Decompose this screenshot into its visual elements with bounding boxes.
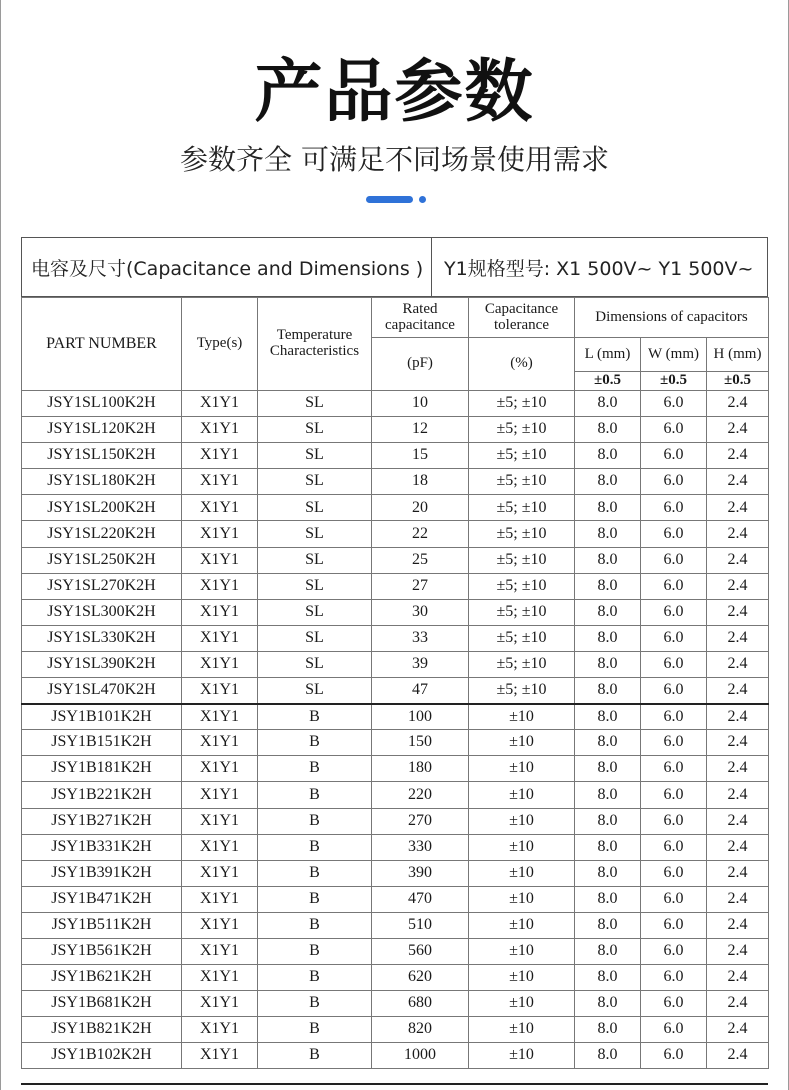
length-cell: 8.0: [575, 417, 641, 443]
part-number-cell: JSY1SL390K2H: [22, 651, 182, 677]
temperature-cell: SL: [258, 547, 372, 573]
length-cell: 8.0: [575, 834, 641, 860]
width-cell: 6.0: [641, 782, 707, 808]
type-cell: X1Y1: [182, 834, 258, 860]
table-row: [22, 965, 769, 991]
length-cell: 8.0: [575, 625, 641, 651]
width-cell: 6.0: [641, 651, 707, 677]
width-cell: 6.0: [641, 1017, 707, 1043]
tolerance-cell: ±5; ±10: [469, 678, 575, 704]
header-part-number: PART NUMBER: [22, 298, 182, 391]
height-cell: 2.4: [707, 521, 769, 547]
temperature-cell: SL: [258, 625, 372, 651]
height-cell: 2.4: [707, 1017, 769, 1043]
height-cell: 2.4: [707, 756, 769, 782]
height-cell: 2.4: [707, 834, 769, 860]
height-cell: 2.4: [707, 704, 769, 730]
capacitance-cell: 100: [372, 704, 469, 730]
tolerance-cell: ±10: [469, 1043, 575, 1069]
type-cell: X1Y1: [182, 495, 258, 521]
width-cell: 6.0: [641, 860, 707, 886]
length-cell: 8.0: [575, 521, 641, 547]
type-cell: X1Y1: [182, 704, 258, 730]
temperature-cell: B: [258, 938, 372, 964]
temperature-cell: B: [258, 912, 372, 938]
tolerance-cell: ±5; ±10: [469, 573, 575, 599]
tolerance-cell: ±10: [469, 938, 575, 964]
type-cell: X1Y1: [182, 860, 258, 886]
type-cell: X1Y1: [182, 547, 258, 573]
height-cell: 2.4: [707, 417, 769, 443]
tolerance-cell: ±10: [469, 730, 575, 756]
part-number-cell: JSY1SL300K2H: [22, 599, 182, 625]
model-spec-heading: Y1规格型号: X1 500V~ Y1 500V~: [444, 257, 754, 280]
temperature-cell: SL: [258, 417, 372, 443]
width-cell: 6.0: [641, 730, 707, 756]
temperature-cell: SL: [258, 495, 372, 521]
type-cell: X1Y1: [182, 938, 258, 964]
table-row: [22, 991, 769, 1017]
header-dimensions: Dimensions of capacitors: [575, 298, 769, 338]
part-number-cell: JSY1B681K2H: [22, 991, 182, 1017]
length-cell: 8.0: [575, 599, 641, 625]
capacitance-cell: 150: [372, 730, 469, 756]
capacitance-cell: 39: [372, 651, 469, 677]
capacitance-cell: 560: [372, 938, 469, 964]
table-row: [22, 756, 769, 782]
table-row: [22, 782, 769, 808]
table-row: [22, 443, 769, 469]
capacitance-cell: 10: [372, 391, 469, 417]
table-row: [22, 495, 769, 521]
capacitance-cell: 25: [372, 547, 469, 573]
length-cell: 8.0: [575, 965, 641, 991]
table-bottom-rule: [21, 1083, 768, 1085]
part-number-cell: JSY1B561K2H: [22, 938, 182, 964]
temperature-cell: B: [258, 756, 372, 782]
header-length: L (mm): [575, 338, 641, 372]
capacitance-cell: 15: [372, 443, 469, 469]
temperature-cell: B: [258, 730, 372, 756]
tolerance-cell: ±10: [469, 808, 575, 834]
page-subtitle: 参数齐全 可满足不同场景使用需求: [180, 143, 609, 176]
type-cell: X1Y1: [182, 625, 258, 651]
table-row: [22, 834, 769, 860]
width-cell: 6.0: [641, 521, 707, 547]
table-row: [22, 599, 769, 625]
width-cell: 6.0: [641, 1043, 707, 1069]
tolerance-cell: ±5; ±10: [469, 469, 575, 495]
height-cell: 2.4: [707, 965, 769, 991]
type-cell: X1Y1: [182, 1043, 258, 1069]
tolerance-cell: ±10: [469, 912, 575, 938]
part-number-cell: JSY1SL200K2H: [22, 495, 182, 521]
table-row: [22, 391, 769, 417]
table-row: [22, 417, 769, 443]
height-cell: 2.4: [707, 808, 769, 834]
temperature-cell: SL: [258, 573, 372, 599]
width-cell: 6.0: [641, 991, 707, 1017]
length-cell: 8.0: [575, 991, 641, 1017]
part-number-cell: JSY1SL120K2H: [22, 417, 182, 443]
length-cell: 8.0: [575, 912, 641, 938]
tolerance-cell: ±10: [469, 782, 575, 808]
height-cell: 2.4: [707, 547, 769, 573]
length-cell: 8.0: [575, 469, 641, 495]
decoration-bar: [366, 196, 413, 203]
part-number-cell: JSY1B821K2H: [22, 1017, 182, 1043]
capacitance-cell: 180: [372, 756, 469, 782]
table-row: [22, 651, 769, 677]
part-number-cell: JSY1B151K2H: [22, 730, 182, 756]
part-number-cell: JSY1B621K2H: [22, 965, 182, 991]
part-number-cell: JSY1SL470K2H: [22, 678, 182, 704]
width-cell: 6.0: [641, 443, 707, 469]
temperature-cell: SL: [258, 599, 372, 625]
height-cell: 2.4: [707, 782, 769, 808]
tolerance-cell: ±10: [469, 756, 575, 782]
capacitance-cell: 330: [372, 834, 469, 860]
width-cell: 6.0: [641, 808, 707, 834]
header-rated-unit: (pF): [372, 338, 469, 391]
type-cell: X1Y1: [182, 991, 258, 1017]
temperature-cell: SL: [258, 469, 372, 495]
width-cell: 6.0: [641, 625, 707, 651]
height-cell: 2.4: [707, 495, 769, 521]
width-cell: 6.0: [641, 704, 707, 730]
tolerance-cell: ±5; ±10: [469, 625, 575, 651]
width-cell: 6.0: [641, 391, 707, 417]
type-cell: X1Y1: [182, 808, 258, 834]
part-number-cell: JSY1B181K2H: [22, 756, 182, 782]
height-cell: 2.4: [707, 912, 769, 938]
length-cell: 8.0: [575, 704, 641, 730]
length-cell: 8.0: [575, 730, 641, 756]
tolerance-cell: ±5; ±10: [469, 417, 575, 443]
capacitance-cell: 33: [372, 625, 469, 651]
width-cell: 6.0: [641, 965, 707, 991]
height-cell: 2.4: [707, 391, 769, 417]
length-cell: 8.0: [575, 938, 641, 964]
header-capacitance-tolerance: Capacitance tolerance: [469, 298, 575, 338]
capacitance-cell: 30: [372, 599, 469, 625]
type-cell: X1Y1: [182, 573, 258, 599]
temperature-cell: B: [258, 1043, 372, 1069]
type-cell: X1Y1: [182, 651, 258, 677]
width-cell: 6.0: [641, 834, 707, 860]
capacitance-dimensions-heading: 电容及尺寸(Capacitance and Dimensions ): [22, 238, 432, 296]
tolerance-cell: ±5; ±10: [469, 391, 575, 417]
type-cell: X1Y1: [182, 886, 258, 912]
tolerance-cell: ±10: [469, 834, 575, 860]
temperature-cell: SL: [258, 651, 372, 677]
height-cell: 2.4: [707, 730, 769, 756]
temperature-cell: B: [258, 782, 372, 808]
header-rated-capacitance: Rated capacitance: [372, 298, 469, 338]
length-cell: 8.0: [575, 886, 641, 912]
part-number-cell: JSY1B221K2H: [22, 782, 182, 808]
type-cell: X1Y1: [182, 912, 258, 938]
header-height: H (mm): [707, 338, 769, 372]
type-cell: X1Y1: [182, 756, 258, 782]
part-number-cell: JSY1SL150K2H: [22, 443, 182, 469]
type-cell: X1Y1: [182, 417, 258, 443]
temperature-cell: SL: [258, 678, 372, 704]
header-tolerance-unit: (%): [469, 338, 575, 391]
capacitance-cell: 22: [372, 521, 469, 547]
part-number-cell: JSY1B511K2H: [22, 912, 182, 938]
height-cell: 2.4: [707, 860, 769, 886]
table-row: [22, 678, 769, 704]
capacitance-cell: 270: [372, 808, 469, 834]
spec-header-box: [21, 237, 768, 297]
part-number-cell: JSY1B471K2H: [22, 886, 182, 912]
spec-table: [21, 297, 769, 1069]
header-type: Type(s): [182, 298, 258, 391]
height-cell: 2.4: [707, 886, 769, 912]
width-cell: 6.0: [641, 469, 707, 495]
part-number-cell: JSY1B271K2H: [22, 808, 182, 834]
capacitance-cell: 12: [372, 417, 469, 443]
length-cell: 8.0: [575, 678, 641, 704]
table-row: [22, 1017, 769, 1043]
height-cell: 2.4: [707, 599, 769, 625]
length-cell: 8.0: [575, 443, 641, 469]
part-number-cell: JSY1SL220K2H: [22, 521, 182, 547]
temperature-cell: B: [258, 704, 372, 730]
part-number-cell: JSY1SL330K2H: [22, 625, 182, 651]
temperature-cell: B: [258, 965, 372, 991]
capacitance-cell: 27: [372, 573, 469, 599]
temperature-cell: B: [258, 808, 372, 834]
header-width-tolerance: ±0.5: [641, 372, 707, 391]
height-cell: 2.4: [707, 651, 769, 677]
length-cell: 8.0: [575, 391, 641, 417]
decoration-dot: [419, 196, 426, 203]
temperature-cell: SL: [258, 443, 372, 469]
page-title: 产品参数: [254, 53, 535, 132]
length-cell: 8.0: [575, 547, 641, 573]
height-cell: 2.4: [707, 1043, 769, 1069]
width-cell: 6.0: [641, 756, 707, 782]
table-row: [22, 1043, 769, 1069]
table-row: [22, 860, 769, 886]
capacitance-cell: 820: [372, 1017, 469, 1043]
type-cell: X1Y1: [182, 391, 258, 417]
type-cell: X1Y1: [182, 599, 258, 625]
width-cell: 6.0: [641, 938, 707, 964]
width-cell: 6.0: [641, 678, 707, 704]
length-cell: 8.0: [575, 651, 641, 677]
capacitance-cell: 680: [372, 991, 469, 1017]
capacitance-cell: 470: [372, 886, 469, 912]
part-number-cell: JSY1SL270K2H: [22, 573, 182, 599]
length-cell: 8.0: [575, 1017, 641, 1043]
length-cell: 8.0: [575, 808, 641, 834]
table-row: [22, 912, 769, 938]
type-cell: X1Y1: [182, 678, 258, 704]
height-cell: 2.4: [707, 469, 769, 495]
part-number-cell: JSY1B391K2H: [22, 860, 182, 886]
temperature-cell: B: [258, 1017, 372, 1043]
header-height-tolerance: ±0.5: [707, 372, 769, 391]
width-cell: 6.0: [641, 886, 707, 912]
temperature-cell: SL: [258, 391, 372, 417]
type-cell: X1Y1: [182, 1017, 258, 1043]
temperature-cell: B: [258, 834, 372, 860]
table-row: [22, 573, 769, 599]
capacitance-cell: 390: [372, 860, 469, 886]
width-cell: 6.0: [641, 417, 707, 443]
table-row: [22, 938, 769, 964]
tolerance-cell: ±10: [469, 991, 575, 1017]
length-cell: 8.0: [575, 782, 641, 808]
header-width: W (mm): [641, 338, 707, 372]
tolerance-cell: ±10: [469, 704, 575, 730]
height-cell: 2.4: [707, 625, 769, 651]
tolerance-cell: ±5; ±10: [469, 599, 575, 625]
table-row: [22, 808, 769, 834]
length-cell: 8.0: [575, 1043, 641, 1069]
height-cell: 2.4: [707, 678, 769, 704]
width-cell: 6.0: [641, 495, 707, 521]
table-row: [22, 547, 769, 573]
type-cell: X1Y1: [182, 469, 258, 495]
temperature-cell: B: [258, 991, 372, 1017]
part-number-cell: JSY1B102K2H: [22, 1043, 182, 1069]
length-cell: 8.0: [575, 495, 641, 521]
tolerance-cell: ±5; ±10: [469, 443, 575, 469]
table-row: [22, 521, 769, 547]
temperature-cell: B: [258, 860, 372, 886]
part-number-cell: JSY1SL100K2H: [22, 391, 182, 417]
tolerance-cell: ±5; ±10: [469, 547, 575, 573]
height-cell: 2.4: [707, 573, 769, 599]
length-cell: 8.0: [575, 756, 641, 782]
tolerance-cell: ±10: [469, 886, 575, 912]
height-cell: 2.4: [707, 991, 769, 1017]
table-row: [22, 704, 769, 730]
length-cell: 8.0: [575, 573, 641, 599]
width-cell: 6.0: [641, 547, 707, 573]
type-cell: X1Y1: [182, 782, 258, 808]
tolerance-cell: ±5; ±10: [469, 651, 575, 677]
table-row: [22, 469, 769, 495]
header-length-tolerance: ±0.5: [575, 372, 641, 391]
type-cell: X1Y1: [182, 443, 258, 469]
tolerance-cell: ±5; ±10: [469, 521, 575, 547]
temperature-cell: B: [258, 886, 372, 912]
part-number-cell: JSY1SL250K2H: [22, 547, 182, 573]
temperature-cell: SL: [258, 521, 372, 547]
table-row: [22, 625, 769, 651]
capacitance-cell: 510: [372, 912, 469, 938]
type-cell: X1Y1: [182, 965, 258, 991]
width-cell: 6.0: [641, 573, 707, 599]
tolerance-cell: ±10: [469, 1017, 575, 1043]
tolerance-cell: ±10: [469, 860, 575, 886]
capacitance-cell: 18: [372, 469, 469, 495]
length-cell: 8.0: [575, 860, 641, 886]
width-cell: 6.0: [641, 599, 707, 625]
capacitance-cell: 1000: [372, 1043, 469, 1069]
width-cell: 6.0: [641, 912, 707, 938]
type-cell: X1Y1: [182, 521, 258, 547]
tolerance-cell: ±5; ±10: [469, 495, 575, 521]
spec-table-body: [22, 391, 769, 1069]
capacitance-cell: 20: [372, 495, 469, 521]
type-cell: X1Y1: [182, 730, 258, 756]
header-temperature: Temperature Characteristics: [258, 298, 372, 391]
height-cell: 2.4: [707, 938, 769, 964]
tolerance-cell: ±10: [469, 965, 575, 991]
part-number-cell: JSY1SL180K2H: [22, 469, 182, 495]
capacitance-cell: 620: [372, 965, 469, 991]
part-number-cell: JSY1B101K2H: [22, 704, 182, 730]
capacitance-cell: 220: [372, 782, 469, 808]
part-number-cell: JSY1B331K2H: [22, 834, 182, 860]
capacitance-cell: 47: [372, 678, 469, 704]
table-row: [22, 730, 769, 756]
table-row: [22, 886, 769, 912]
height-cell: 2.4: [707, 443, 769, 469]
